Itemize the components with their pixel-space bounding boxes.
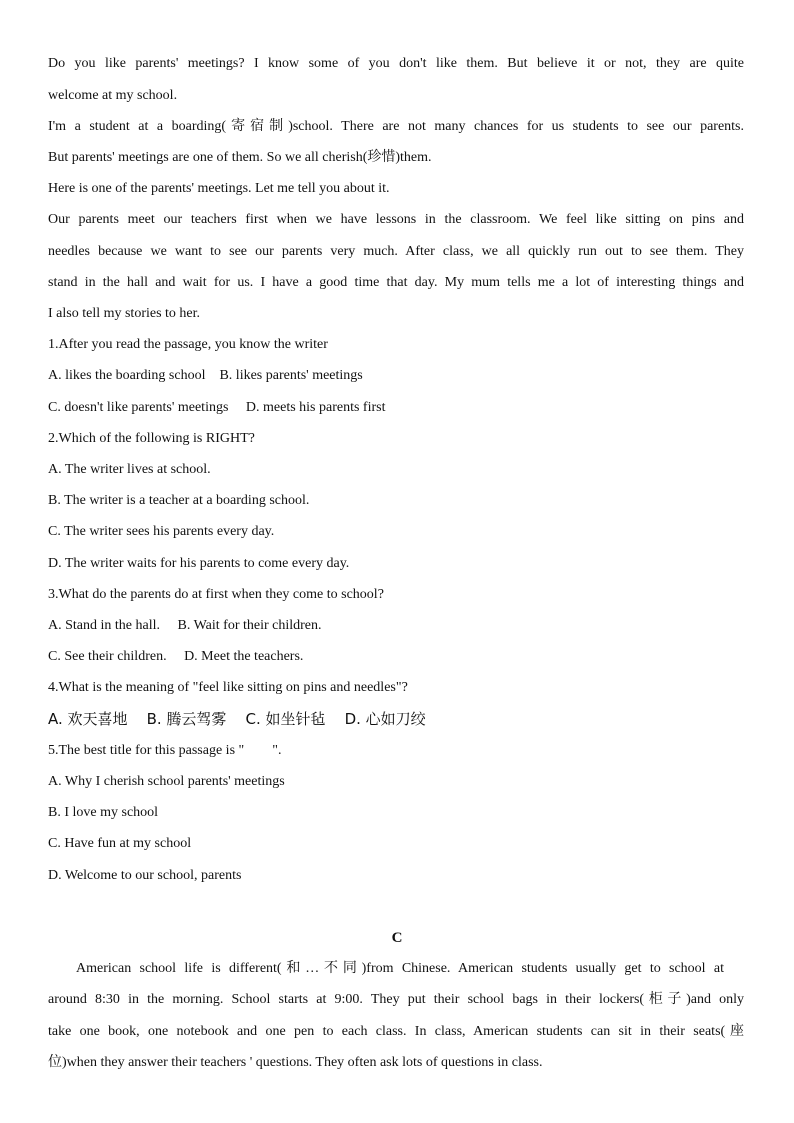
- passage-line: welcome at my school.: [48, 88, 178, 103]
- passage-line: Here is one of the parents' meetings. Let me tell you about it.: [48, 181, 390, 196]
- answer-option[interactable]: A. The writer lives at school.: [48, 462, 211, 477]
- answer-option[interactable]: C. The writer sees his parents every day.: [48, 524, 275, 539]
- passage-line: take one book, one notebook and one pen to each class. In class, American students can sit in their seats(座: [48, 1024, 744, 1039]
- answer-option[interactable]: A. 欢天喜地 B. 腾云驾雾 C. 如坐针毡 D. 心如刀绞: [48, 710, 426, 728]
- answer-option[interactable]: C. doesn't like parents' meetings D. meets his parents first: [48, 400, 386, 415]
- answer-option[interactable]: D. Welcome to our school, parents: [48, 868, 242, 883]
- answer-option[interactable]: A. likes the boarding school B. likes parents' meetings: [48, 368, 363, 383]
- passage-line: American school life is different(和…不同)from Chinese. American students usually get to school at: [76, 961, 724, 976]
- section-heading: C: [391, 930, 403, 946]
- question-stem: 1.After you read the passage, you know the writer: [48, 337, 328, 352]
- passage-line: But parents' meetings are one of them. So we all cherish(珍惜)them.: [48, 150, 432, 165]
- passage-line: needles because we want to see our parents very much. After class, we all quickly run out to see them. They: [48, 244, 744, 259]
- passage-line: 位)when they answer their teachers ' questions. They often ask lots of questions in class.: [48, 1055, 543, 1070]
- passage-line: stand in the hall and wait for us. I have a good time that day. My mum tells me a lot of interesting things and: [48, 275, 744, 290]
- passage-line: I also tell my stories to her.: [48, 306, 201, 321]
- answer-option[interactable]: C. See their children. D. Meet the teachers.: [48, 649, 304, 664]
- answer-option[interactable]: B. I love my school: [48, 805, 159, 820]
- passage-line: I'm a student at a boarding(寄宿制)school. There are not many chances for us students to see our parents.: [48, 119, 744, 134]
- question-stem: 4.What is the meaning of "feel like sitting on pins and needles"?: [48, 680, 408, 695]
- answer-option[interactable]: A. Stand in the hall. B. Wait for their children.: [48, 618, 322, 633]
- answer-option[interactable]: D. The writer waits for his parents to come every day.: [48, 556, 350, 571]
- passage-line: Do you like parents' meetings? I know some of you don't like them. But believe it or not, they are quite: [48, 56, 744, 71]
- answer-option[interactable]: B. The writer is a teacher at a boarding school.: [48, 493, 310, 508]
- answer-option[interactable]: C. Have fun at my school: [48, 836, 192, 851]
- answer-option[interactable]: A. Why I cherish school parents' meetings: [48, 774, 285, 789]
- passage-line: Our parents meet our teachers first when we have lessons in the classroom. We feel like sitting on pins and: [48, 212, 744, 227]
- question-stem: 3.What do the parents do at first when they come to school?: [48, 587, 384, 602]
- passage-line: around 8:30 in the morning. School starts at 9:00. They put their school bags in their lockers(柜子)and only: [48, 992, 744, 1007]
- question-stem: 5.The best title for this passage is " ".: [48, 743, 282, 758]
- question-stem: 2.Which of the following is RIGHT?: [48, 431, 255, 446]
